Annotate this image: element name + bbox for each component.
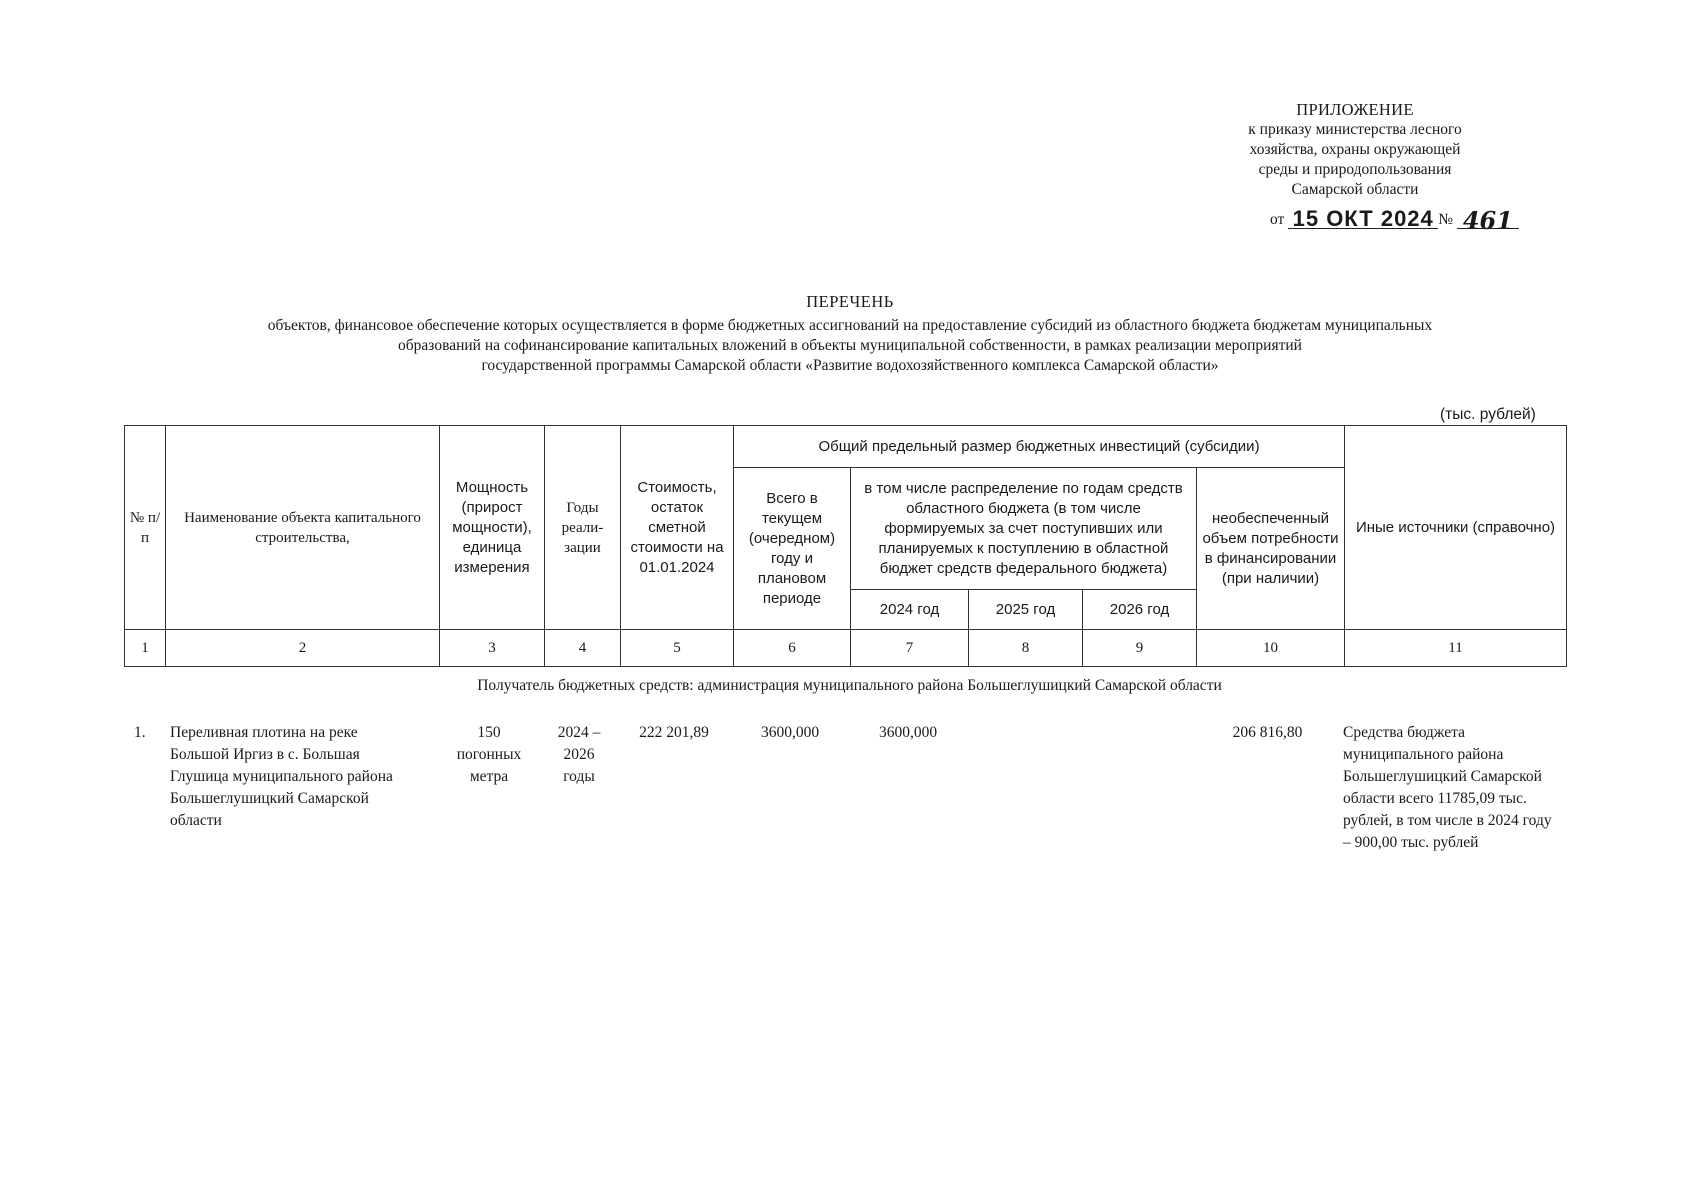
row-num: 1. (134, 724, 146, 741)
header-year-2024: 2024 год (851, 590, 969, 630)
row-other-sources: Средства бюджета муниципального района Большеглушицкий Самарской области всего 11785,09 тыс. рублей, в том числе в 2024 году – 900,00 тыс. рублей (1343, 724, 1552, 851)
annex-line: среды и природопользования (1258, 161, 1452, 178)
handwritten-number: 461 (1462, 206, 1513, 235)
annex-line: хозяйства, охраны окружающей (1249, 141, 1461, 158)
document-subtitle-line: государственной программы Самарской области «Развитие водохозяйственного комплекса Самарской области» (481, 357, 1219, 374)
header-years: Годы реали-зации (545, 426, 621, 630)
date-field (1288, 206, 1438, 229)
unit-label: (тыс. рублей) (1440, 406, 1536, 423)
annex-line: к приказу министерства лесного (1248, 121, 1462, 138)
objects-table (124, 425, 1567, 667)
document-subtitle-line: объектов, финансовое обеспечение которых осуществляется в форме бюджетных ассигнований на предоставление субсидий из областного бюджета бюджетам муниципальных (267, 317, 1433, 334)
header-num: № п/п (125, 426, 166, 630)
from-label: от (1270, 211, 1285, 228)
header-name: Наименование объекта капитального строительства, (166, 426, 440, 630)
annex-title: ПРИЛОЖЕНИЕ (1296, 100, 1414, 119)
column-number: 4 (545, 630, 621, 667)
header-cost: Стоимость, остаток сметной стоимости на 01.01.2024 (621, 426, 734, 630)
handwritten-date: 15 ОКТ 2024 (1292, 206, 1434, 231)
column-number: 3 (440, 630, 545, 667)
document-subtitle-line: образований на софинансирование капитальных вложений в объекты муниципальной собственности, в рамках реализации мероприятий (398, 337, 1302, 354)
row-2024: 3600,000 (878, 724, 938, 741)
column-number: 1 (125, 630, 166, 667)
column-number: 8 (969, 630, 1083, 667)
header-distribution: в том числе распределение по годам средств областного бюджета (в том числе формируемых за счет поступивших или планируемых к поступлению в областной бюджет средств федерального бюджета) (851, 468, 1197, 590)
column-number: 7 (851, 630, 969, 667)
column-number: 6 (734, 630, 851, 667)
header-unfunded: необеспеченный объем потребности в финансировании (при наличии) (1197, 468, 1345, 630)
number-field (1457, 206, 1519, 235)
row-capacity: 150 погонных метра (456, 724, 522, 785)
number-label: № (1438, 211, 1453, 228)
row-unfunded: 206 816,80 (1232, 724, 1303, 741)
annex-date-line (1270, 206, 1520, 235)
column-number: 11 (1345, 630, 1567, 667)
header-year-2025: 2025 год (969, 590, 1083, 630)
row-name: Переливная плотина на реке Большой Иргиз в с. Большая Глушица муниципального района Большеглушицкий Самарской области (170, 724, 393, 829)
column-number: 5 (621, 630, 734, 667)
column-number: 2 (166, 630, 440, 667)
row-cost: 222 201,89 (639, 724, 709, 741)
row-years: 2024 – 2026 годы (557, 724, 601, 785)
column-number: 10 (1197, 630, 1345, 667)
row-total: 3600,000 (760, 724, 820, 741)
header-other-sources: Иные источники (справочно) (1345, 426, 1567, 630)
document-title-block (110, 292, 1590, 376)
document-title: ПЕРЕЧЕНЬ (806, 292, 894, 311)
column-number: 9 (1083, 630, 1197, 667)
header-capacity: Мощность (прирост мощности), единица измерения (440, 426, 545, 630)
header-total-group: Общий предельный размер бюджетных инвестиций (субсидии) (734, 426, 1345, 468)
annex-line: Самарской области (1291, 181, 1419, 198)
header-year-2026: 2026 год (1083, 590, 1197, 630)
budget-recipient: Получатель бюджетных средств: администрация муниципального района Большеглушицкий Самарской области (477, 677, 1222, 694)
header-total: Всего в текущем (очередном) году и плановом периоде (734, 468, 851, 630)
annex-block (1240, 100, 1470, 200)
